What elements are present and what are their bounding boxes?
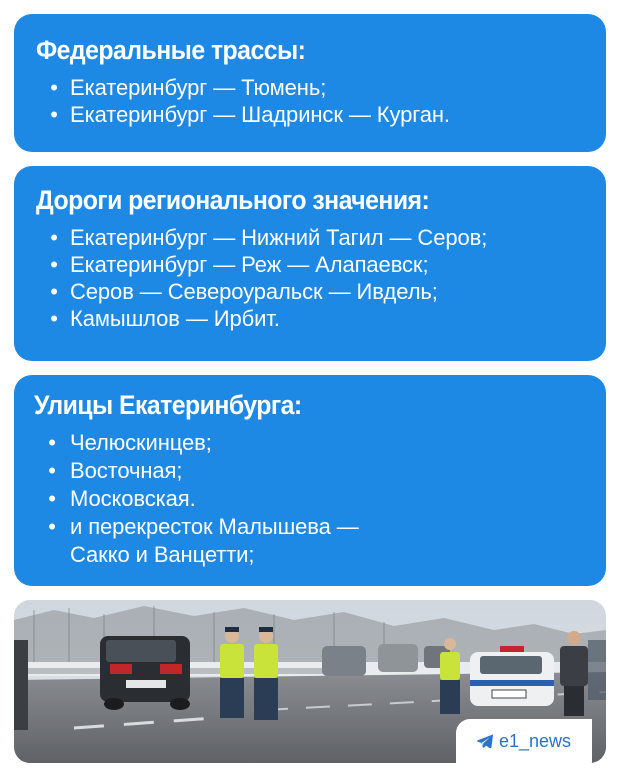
list-item: • Камышлов — Ирбит. [36, 305, 606, 332]
bullet: • [50, 306, 58, 331]
bullet: • [48, 458, 56, 483]
list-item: • Серов — Североуральск — Ивдель; [36, 278, 606, 305]
telegram-channel-name: e1_news [498, 730, 572, 751]
list-item: • Московская. [34, 485, 606, 513]
list-item: • Екатеринбург — Тюмень; [36, 74, 606, 101]
list-item: • Челюскинцев; [34, 429, 606, 457]
list-item: • и перекресток Малышева — Сакко и Ванцетти; [34, 513, 606, 569]
list-item: • Екатеринбург — Нижний Тагил — Серов; [36, 224, 606, 251]
bullet: • [50, 279, 58, 304]
telegram-channel-badge[interactable] [456, 719, 592, 763]
list-item: • Екатеринбург — Реж — Алапаевск; [36, 251, 606, 278]
bullet: • [50, 75, 58, 100]
bullet: • [50, 225, 58, 250]
regional-roads-card [14, 166, 606, 361]
bullet: • [48, 430, 56, 455]
federal-roads-card [14, 14, 606, 152]
city-streets-list [34, 429, 606, 569]
federal-roads-title: Федеральные трассы: [36, 35, 306, 65]
bullet: • [50, 252, 58, 277]
road-police-photo [14, 600, 606, 763]
regional-roads-title: Дороги регионального значения: [36, 185, 430, 215]
city-streets-card [14, 375, 606, 586]
list-item: • Восточная; [34, 457, 606, 485]
telegram-icon [477, 734, 493, 748]
bullet: • [48, 486, 56, 511]
federal-roads-list [36, 74, 606, 128]
list-item: • Екатеринбург — Шадринск — Курган. [36, 101, 606, 128]
regional-roads-list [36, 224, 606, 332]
city-streets-title: Улицы Екатеринбурга: [34, 390, 302, 420]
bullet: • [48, 514, 56, 539]
bullet: • [50, 102, 58, 127]
